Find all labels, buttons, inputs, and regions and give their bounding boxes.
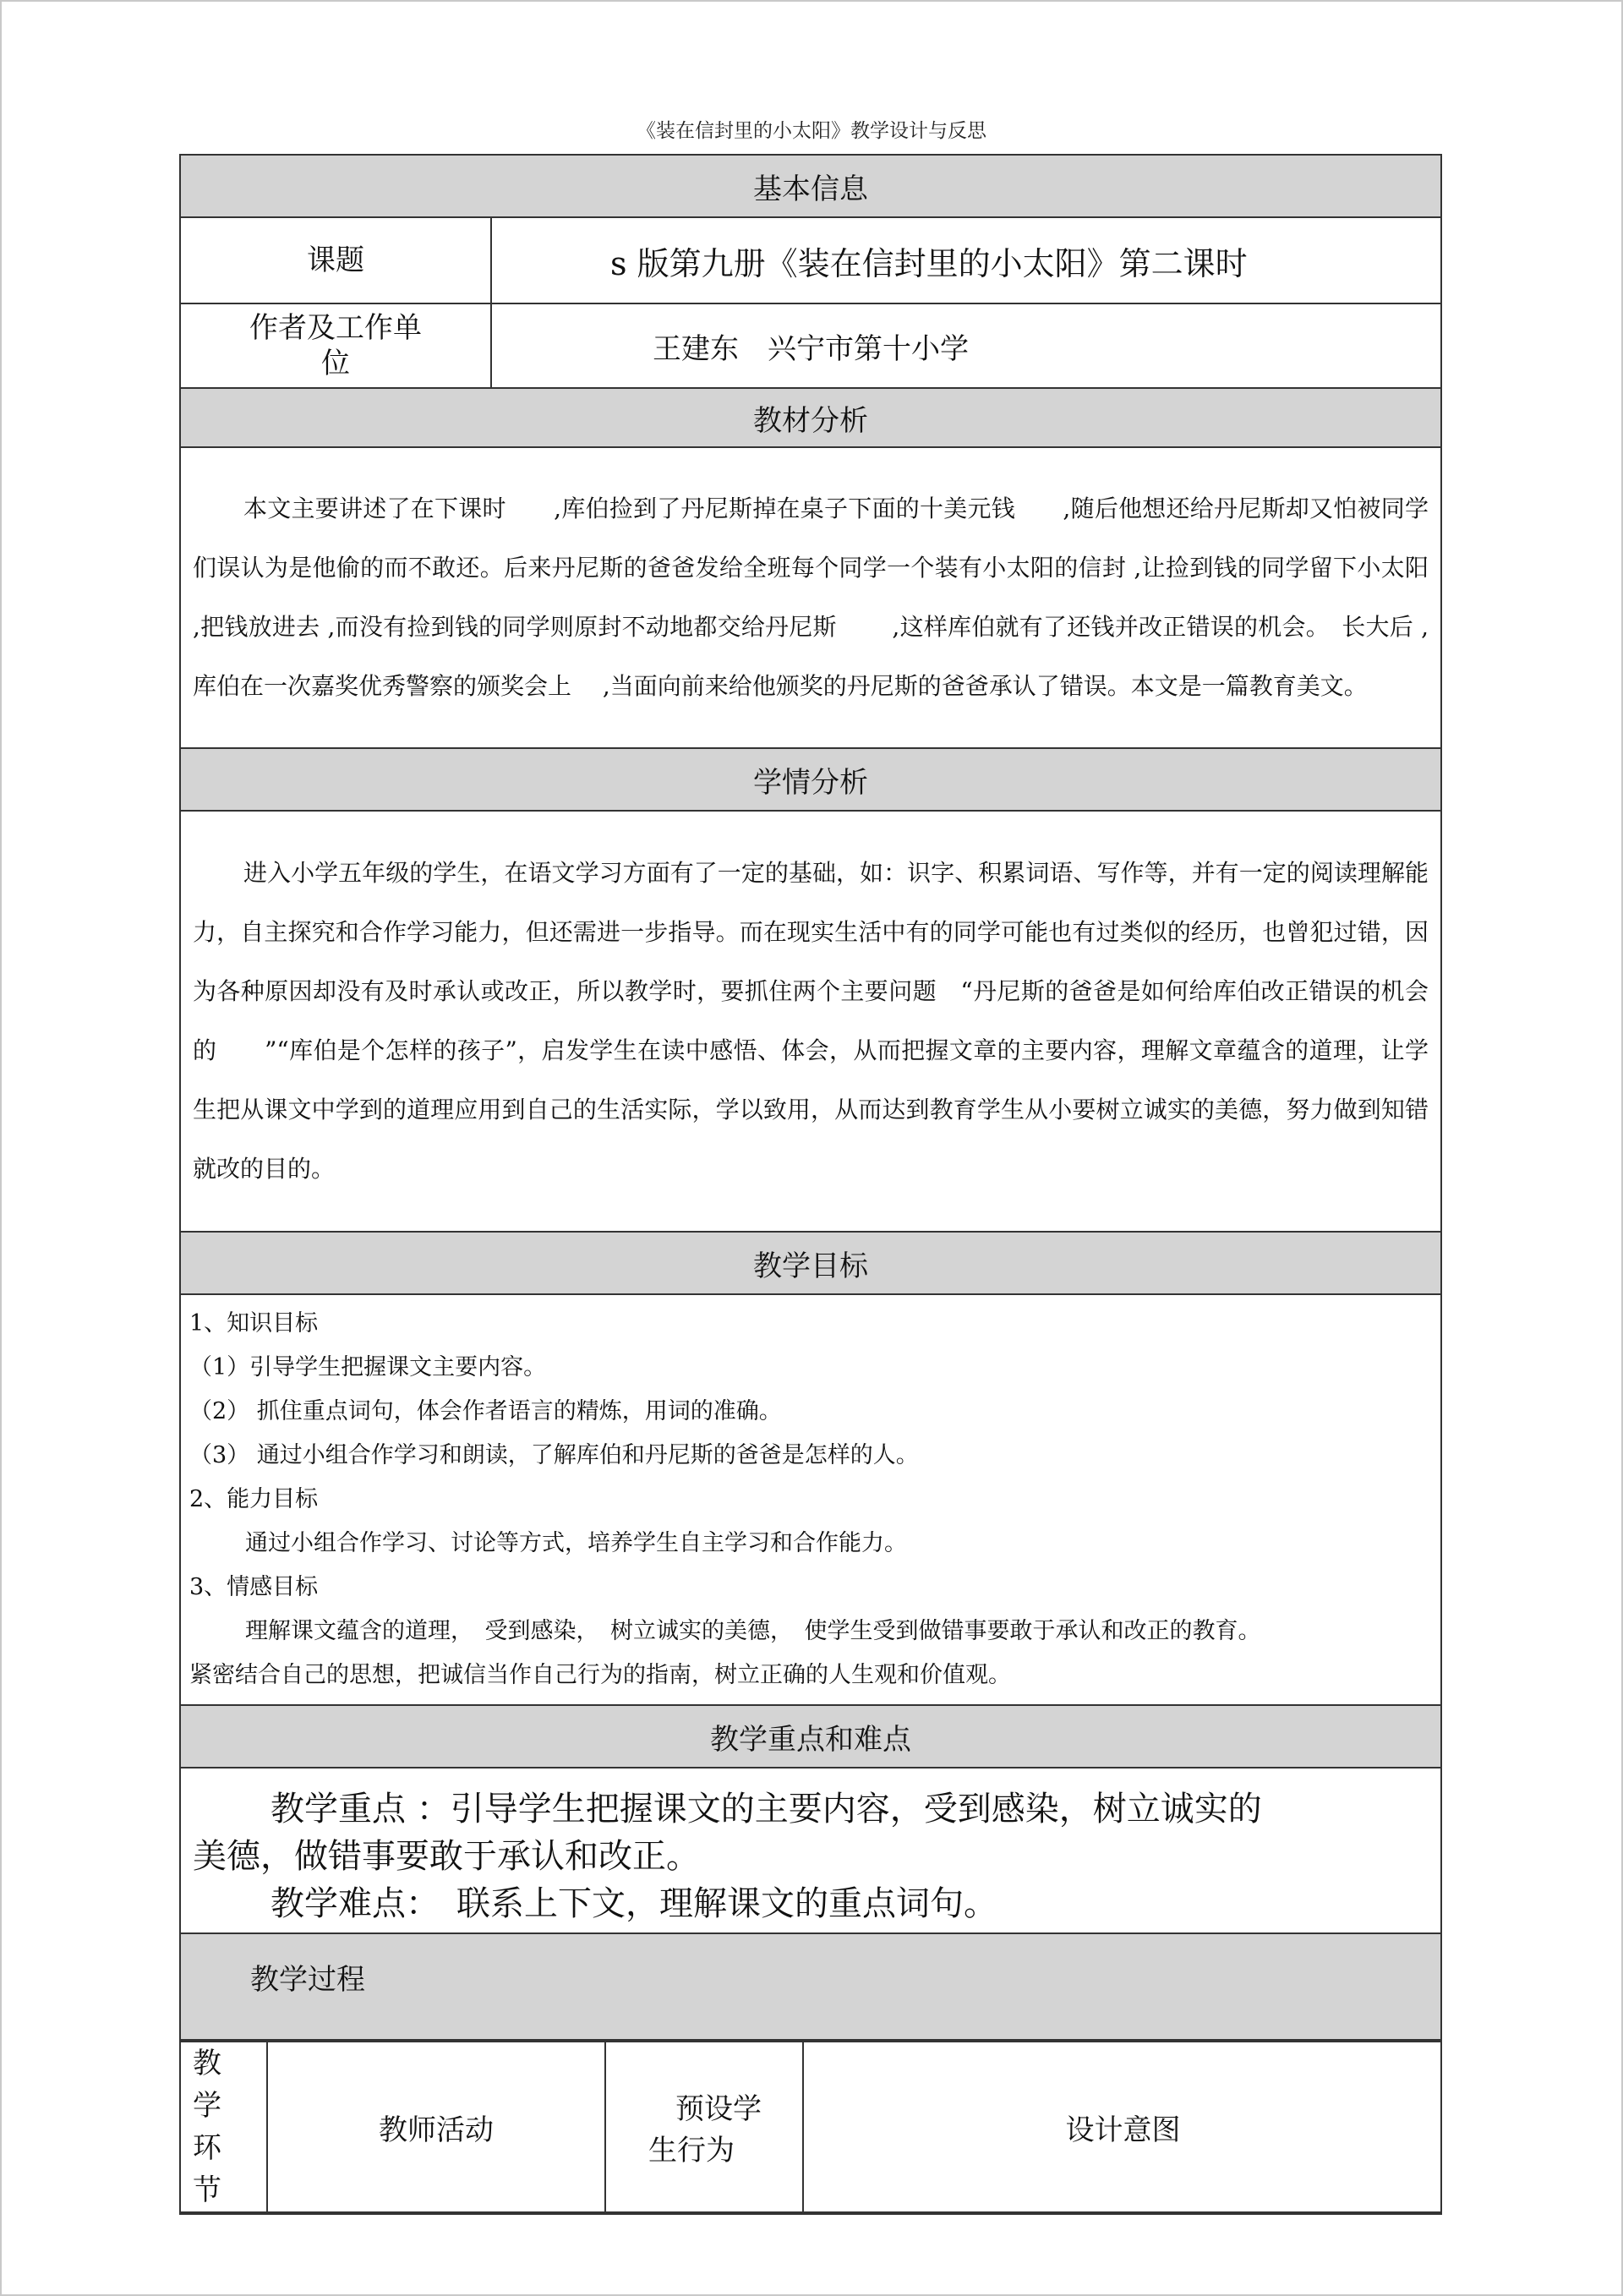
teaching-goals-body — [180, 1294, 1441, 1705]
key-points-body — [180, 1768, 1441, 1933]
topic-value: s 版第九册《装在信封里的小太阳》第二课时 — [491, 217, 1441, 303]
process-columns-row — [180, 2040, 1441, 2214]
topic-label: 课题 — [180, 217, 491, 303]
process-columns-table — [181, 2041, 1442, 2213]
col-student-header — [605, 2042, 803, 2212]
col-teacher-header: 教师活动 — [267, 2042, 605, 2212]
material-analysis-body — [180, 447, 1460, 748]
section-header-key-points: 教学重点和难点 — [180, 1705, 1441, 1768]
goal-line: 2、能力目标 — [189, 1486, 319, 1512]
goal-line: 3、情感目标 — [189, 1574, 319, 1600]
col-stage-label: 教学环节 — [193, 2047, 221, 2207]
col-stage-header — [181, 2042, 267, 2212]
goal-line: 理解课文蕴含的道理， 受到感染， 树立诚实的美德， 使学生受到做错事要敢于承认和改正的教育。 — [245, 1618, 1261, 1644]
author-label — [180, 303, 491, 388]
document-title: 《装在信封里的小太阳》教学设计与反思 — [637, 120, 986, 142]
col-student-line1: 预设学 — [675, 2092, 762, 2126]
section-header-process: 教学过程 — [180, 1933, 1441, 2040]
goal-line: （1）引导学生把握课文主要内容。 — [189, 1354, 547, 1380]
goal-line: 通过小组合作学习、讨论等方式，培养学生自主学习和合作能力。 — [245, 1530, 907, 1556]
focus-line-1: 教学重点 ：引导学生把握课文的主要内容，受到感染，树立诚实的 — [270, 1790, 1262, 1829]
author-label-line1: 作者及工作单 — [249, 311, 422, 345]
focus-line-2: 美德，做错事要敢于承认和改正。 — [193, 1837, 700, 1876]
student-analysis-body — [180, 811, 1441, 1232]
author-value: 王建东 兴宁市第十小学 — [491, 303, 1441, 388]
section-header-basic-info: 基本信息 — [180, 155, 1441, 217]
goal-line: 1、知识目标 — [189, 1310, 319, 1337]
goal-line: （3） 通过小组合作学习和朗读，了解库伯和丹尼斯的爸爸是怎样的人。 — [189, 1442, 919, 1468]
section-header-student-analysis: 学情分析 — [180, 748, 1441, 811]
goal-line: 紧密结合自己的思想，把诚信当作自己行为的指南，树立正确的人生观和价值观。 — [189, 1662, 1011, 1688]
section-header-teaching-goals: 教学目标 — [180, 1232, 1441, 1294]
lesson-plan-table — [179, 154, 1460, 2215]
section-header-material-analysis: 教材分析 — [180, 388, 1441, 447]
student-analysis-text: 进入小学五年级的学生，在语文学习方面有了一定的基础，如：识字、积累词语、写作等，并有一定的阅读理解能力，自主探究和合作学习能力，但还需进一步指导。而在现实生活中有的同学可能也有过类似的经历，也曾犯过错，因为各种原因却没有及时承认或改正，所以教学时，要抓住两个主要问题 “丹尼斯的爸爸是如何给库伯改正错误的机会的 ”“库伯是个怎样的孩子”，启发学生在读中感悟、体会，从而把握文章的主要内容，理解文章蕴含的道理，让学生把从课文中学到的道理应用到自己的生活实际，学以致用，从而达到教育学生从小要树立诚实的美德，努力做到知错就改的目的。 — [193, 859, 1429, 1183]
col-intent-header: 设计意图 — [803, 2042, 1442, 2212]
author-label-line2: 位 — [321, 347, 350, 380]
material-analysis-text: 本文主要讲述了在下课时 ,库伯捡到了丹尼斯掉在桌子下面的十美元钱 ,随后他想还给丹尼斯却又怕被同学们误认为是他偷的而不敢还。后来丹尼斯的爸爸发给全班每个同学一个装有小太阳的信封 ,让捡到钱的同学留下小太阳 ,把钱放进去 ,而没有捡到钱的同学则原封不动地都交给丹尼斯 ,这样库伯就有了还钱并改正错误的机会。 长大后 ,库伯在一次嘉奖优秀警察的颁奖会上 ,当面向前来给他颁奖的丹尼斯的爸爸承认了错误。本文是一篇教育美文。 — [193, 495, 1460, 700]
difficulty-line: 教学难点： 联系上下文，理解课文的重点词句。 — [270, 1884, 997, 1923]
goal-line: （2） 抓住重点词句，体会作者语言的精炼，用词的准确。 — [189, 1398, 782, 1424]
col-student-line2: 生行为 — [648, 2134, 735, 2168]
